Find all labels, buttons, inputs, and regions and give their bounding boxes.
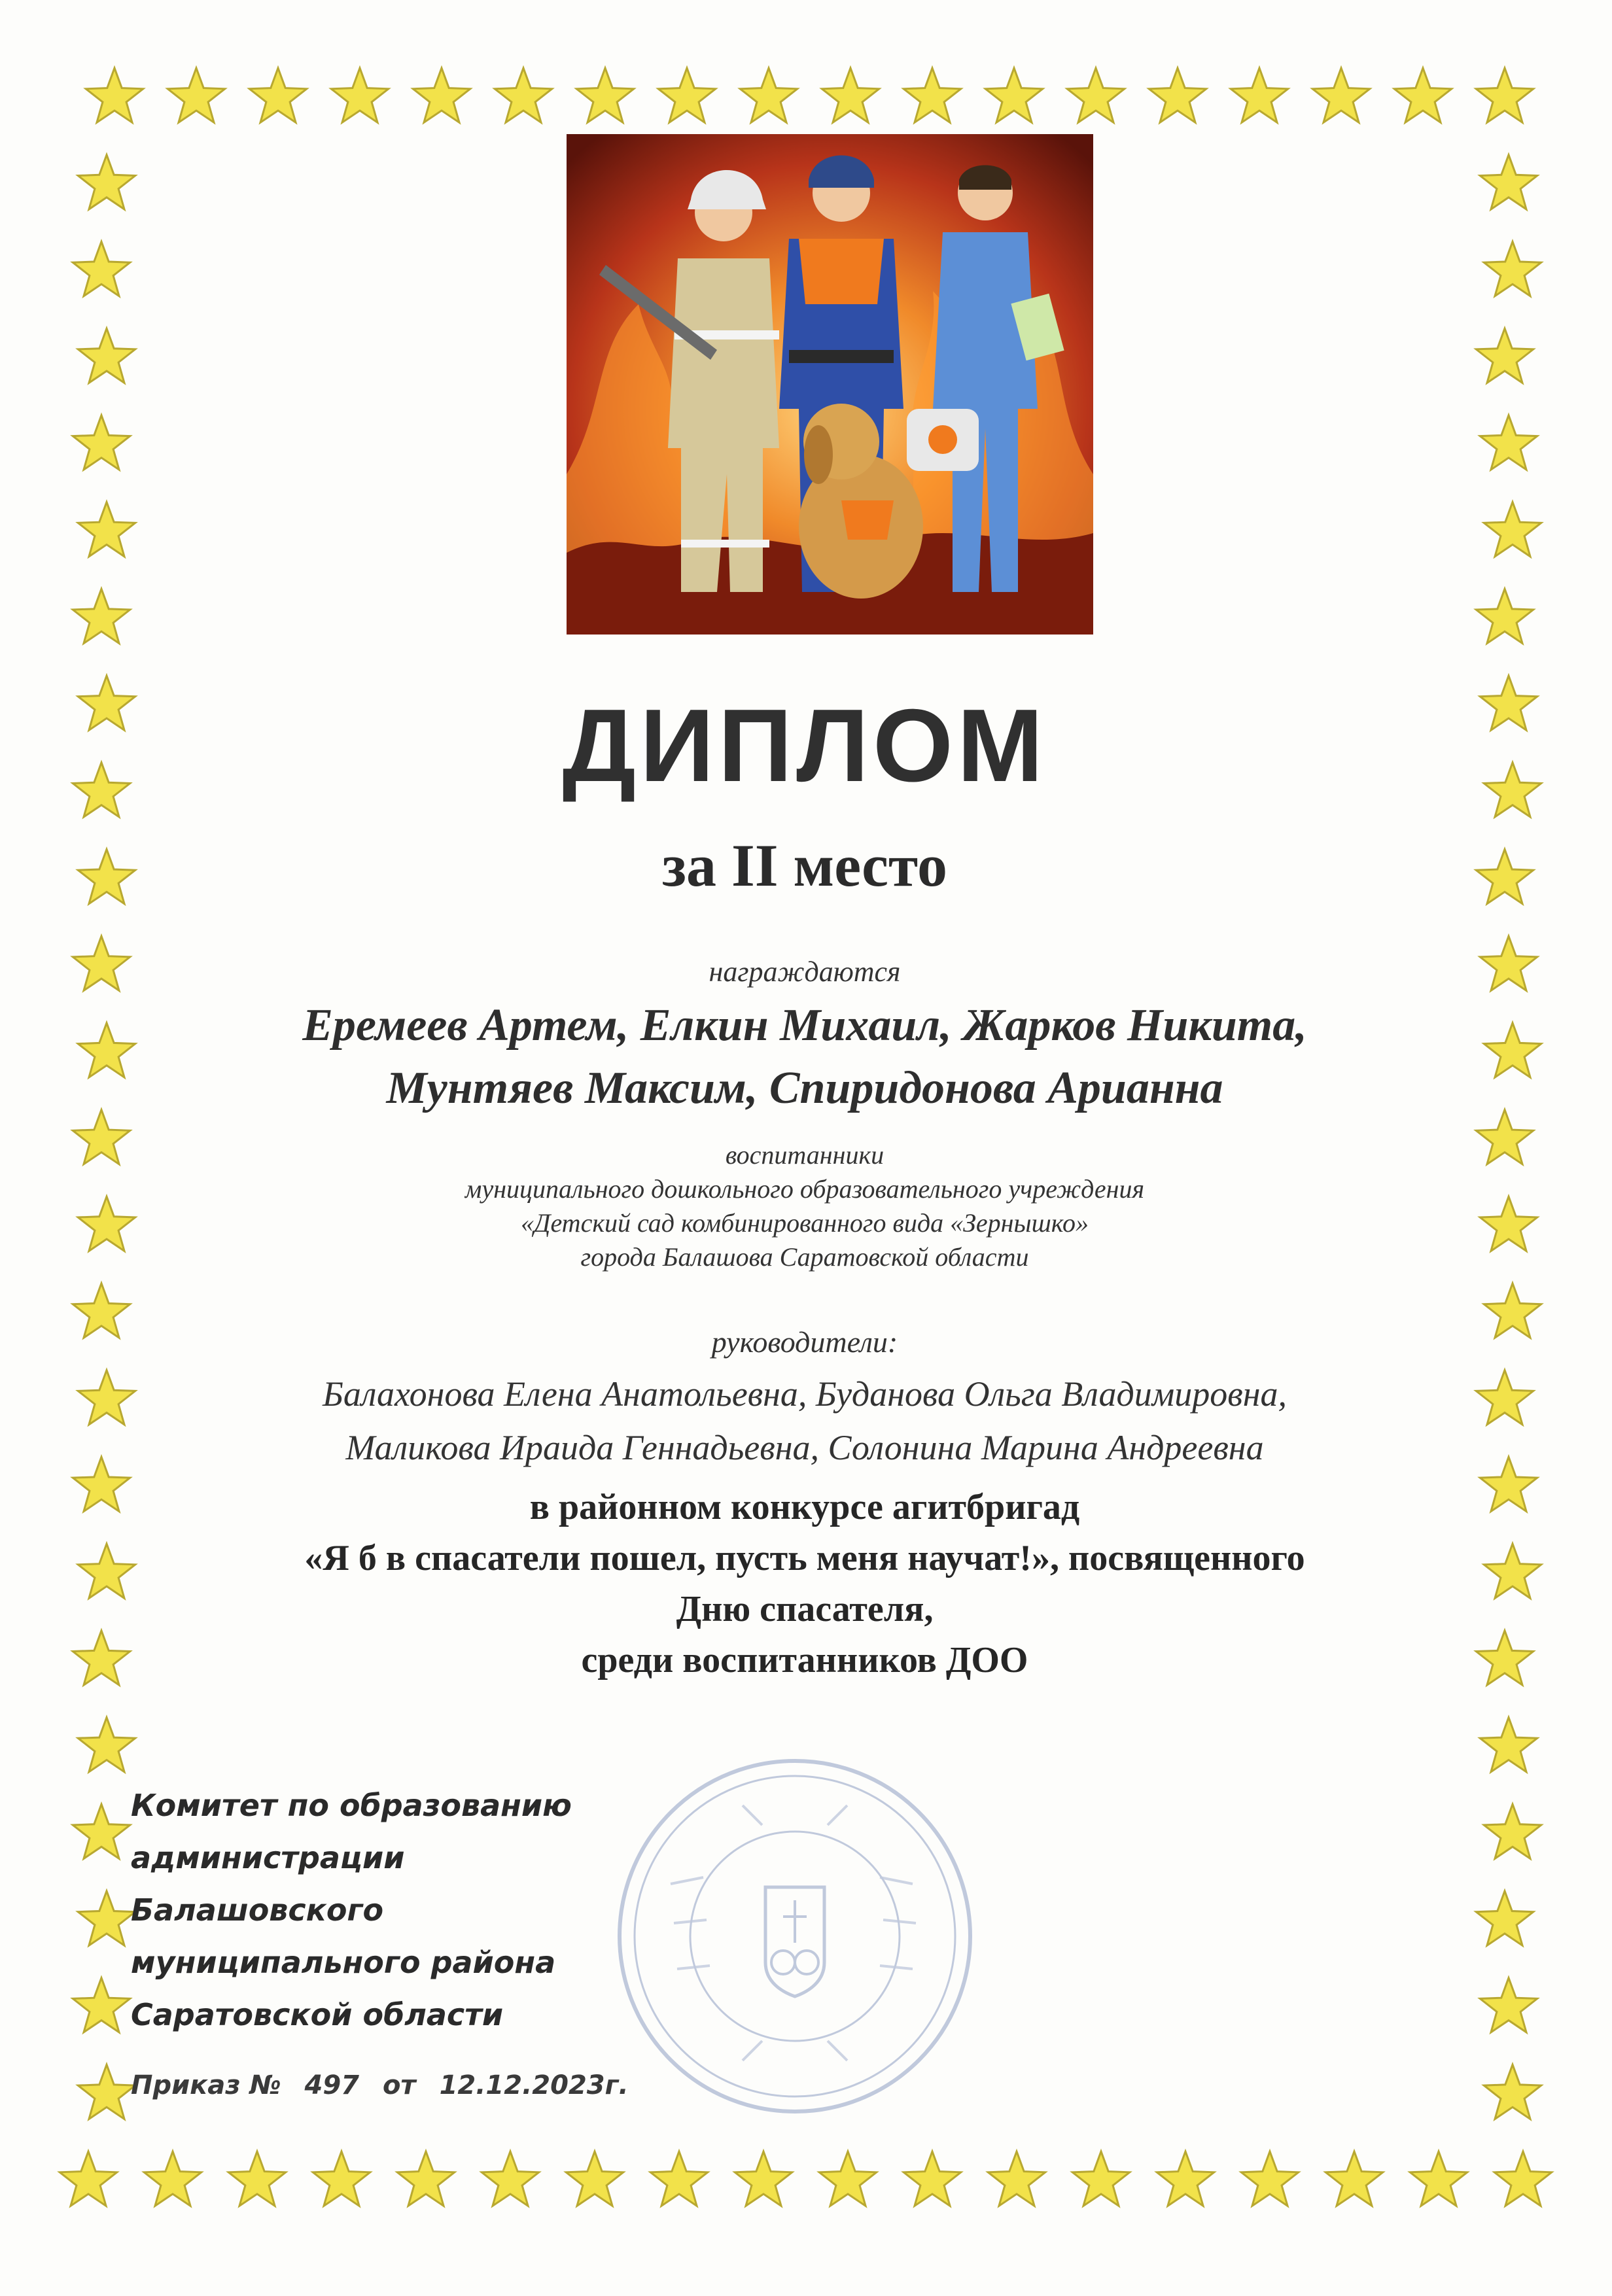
issuer-line: Комитет по образованию bbox=[131, 1788, 572, 1823]
contest-line: «Я б в спасатели пошел, пусть меня научат!», посвященного bbox=[304, 1538, 1305, 1578]
star-icon bbox=[1476, 1891, 1533, 1945]
star-icon bbox=[78, 849, 135, 903]
star-icon bbox=[985, 68, 1042, 122]
star-icon bbox=[1480, 415, 1537, 470]
star-icon bbox=[331, 68, 388, 122]
star-icon bbox=[1231, 68, 1288, 122]
star-icon bbox=[735, 2151, 792, 2206]
star-icon bbox=[988, 2151, 1045, 2206]
star-icon bbox=[822, 68, 879, 122]
star-icon bbox=[313, 2151, 370, 2206]
star-icon bbox=[1072, 2151, 1129, 2206]
order-from: от bbox=[382, 2070, 416, 2100]
star-icon bbox=[1484, 502, 1541, 557]
star-icon bbox=[1476, 589, 1533, 643]
star-icon bbox=[495, 68, 552, 122]
place-caption: за II место bbox=[661, 832, 947, 899]
star-icon bbox=[73, 1283, 130, 1338]
star-icon bbox=[413, 68, 470, 122]
star-icon bbox=[1410, 2151, 1467, 2206]
star-icon bbox=[144, 2151, 201, 2206]
star-icon bbox=[482, 2151, 538, 2206]
star-icon bbox=[73, 241, 130, 296]
diploma-title: ДИПЛОМ bbox=[562, 688, 1047, 803]
star-icon bbox=[78, 1718, 135, 1772]
star-icon bbox=[73, 1631, 130, 1685]
star-icon bbox=[78, 155, 135, 209]
contest-line: среди воспитанников ДОО bbox=[581, 1640, 1028, 1680]
star-icon bbox=[1476, 328, 1533, 383]
star-icon bbox=[78, 502, 135, 557]
star-icon bbox=[566, 2151, 623, 2206]
star-icon bbox=[1480, 1978, 1537, 2032]
star-icon bbox=[60, 2151, 116, 2206]
rescuers-illustration bbox=[567, 134, 1093, 635]
star-icon bbox=[1484, 1283, 1541, 1338]
star-icon bbox=[650, 2151, 707, 2206]
star-icon bbox=[86, 68, 143, 122]
star-icon bbox=[658, 68, 715, 122]
issuer-line: муниципального района bbox=[131, 1945, 556, 1980]
issuer-committee bbox=[131, 1779, 667, 2041]
star-icon bbox=[1480, 676, 1537, 730]
star-icon bbox=[78, 1370, 135, 1425]
star-icon bbox=[1476, 68, 1533, 122]
leaders-line: Маликова Ираида Геннадьевна, Солонина Марина Андреевна bbox=[345, 1428, 1264, 1467]
star-icon bbox=[1480, 1457, 1537, 1511]
star-icon bbox=[1241, 2151, 1298, 2206]
star-icon bbox=[1480, 1718, 1537, 1772]
star-icon bbox=[740, 68, 797, 122]
star-icon bbox=[1394, 68, 1451, 122]
awardee-names bbox=[131, 994, 1479, 1120]
awardee-names-line: Еремеев Артем, Елкин Михаил, Жарков Никита, bbox=[302, 1000, 1307, 1051]
order-number: 497 bbox=[304, 2070, 360, 2100]
star-icon bbox=[73, 1457, 130, 1511]
star-icon bbox=[73, 589, 130, 643]
star-icon bbox=[73, 1978, 130, 2032]
leaders-line: Балахонова Елена Анатольевна, Буданова Ольга Владимировна, bbox=[323, 1374, 1287, 1414]
star-icon bbox=[78, 1891, 135, 1945]
star-icon bbox=[228, 2151, 285, 2206]
star-icon bbox=[1476, 1110, 1533, 1164]
star-icon bbox=[819, 2151, 876, 2206]
star-icon bbox=[73, 415, 130, 470]
star-icon bbox=[78, 676, 135, 730]
star-icon bbox=[73, 1110, 130, 1164]
star-icon bbox=[1149, 68, 1206, 122]
star-icon bbox=[78, 328, 135, 383]
order-date: 12.12.2023г. bbox=[439, 2070, 629, 2100]
institution-line: муниципального дошкольного образовательного учреждения bbox=[464, 1174, 1145, 1204]
star-icon bbox=[1484, 1804, 1541, 1858]
star-icon bbox=[1484, 1023, 1541, 1077]
star-icon bbox=[1484, 241, 1541, 296]
star-icon bbox=[78, 1544, 135, 1598]
star-icon bbox=[78, 2064, 135, 2119]
contest-line: Дню спасателя, bbox=[676, 1589, 934, 1629]
star-icon bbox=[1480, 155, 1537, 209]
star-icon bbox=[73, 1804, 130, 1858]
awardee-names-line: Мунтяев Максим, Спиридонова Арианна bbox=[386, 1063, 1223, 1113]
star-icon bbox=[1494, 2151, 1551, 2206]
star-icon bbox=[73, 936, 130, 990]
star-icon bbox=[903, 68, 960, 122]
star-icon bbox=[1312, 68, 1369, 122]
contest-line: в районном конкурсе агитбригад bbox=[529, 1487, 1080, 1527]
star-icon bbox=[397, 2151, 454, 2206]
institution-line: воспитанники bbox=[725, 1140, 885, 1170]
star-icon bbox=[73, 763, 130, 817]
star-icon bbox=[167, 68, 224, 122]
star-icon bbox=[903, 2151, 960, 2206]
star-icon bbox=[78, 1196, 135, 1251]
order-reference bbox=[131, 2070, 643, 2100]
star-icon bbox=[1484, 763, 1541, 817]
star-icon bbox=[1484, 2064, 1541, 2119]
star-icon bbox=[1476, 1631, 1533, 1685]
star-icon bbox=[249, 68, 306, 122]
leaders-names bbox=[131, 1367, 1479, 1474]
order-label: Приказ № bbox=[131, 2070, 281, 2100]
contest-description bbox=[131, 1482, 1479, 1686]
star-icon bbox=[1484, 1544, 1541, 1598]
star-icon bbox=[576, 68, 633, 122]
star-icon bbox=[1157, 2151, 1214, 2206]
star-icon bbox=[1067, 68, 1124, 122]
star-icon bbox=[1476, 849, 1533, 903]
star-icon bbox=[1480, 936, 1537, 990]
institution-line: города Балашова Саратовской области bbox=[580, 1242, 1029, 1272]
awarded-label: награждаются bbox=[709, 956, 901, 988]
star-icon bbox=[1476, 1370, 1533, 1425]
leaders-label: руководители: bbox=[711, 1325, 898, 1359]
issuer-line: администрации Балашовского bbox=[131, 1840, 405, 1928]
issuer-line: Саратовской области bbox=[131, 1997, 504, 2032]
star-icon bbox=[78, 1023, 135, 1077]
institution-line: «Детский сад комбинированного вида «Зернышко» bbox=[521, 1208, 1089, 1238]
institution-description bbox=[131, 1138, 1479, 1274]
star-icon bbox=[1325, 2151, 1382, 2206]
star-icon bbox=[1480, 1196, 1537, 1251]
